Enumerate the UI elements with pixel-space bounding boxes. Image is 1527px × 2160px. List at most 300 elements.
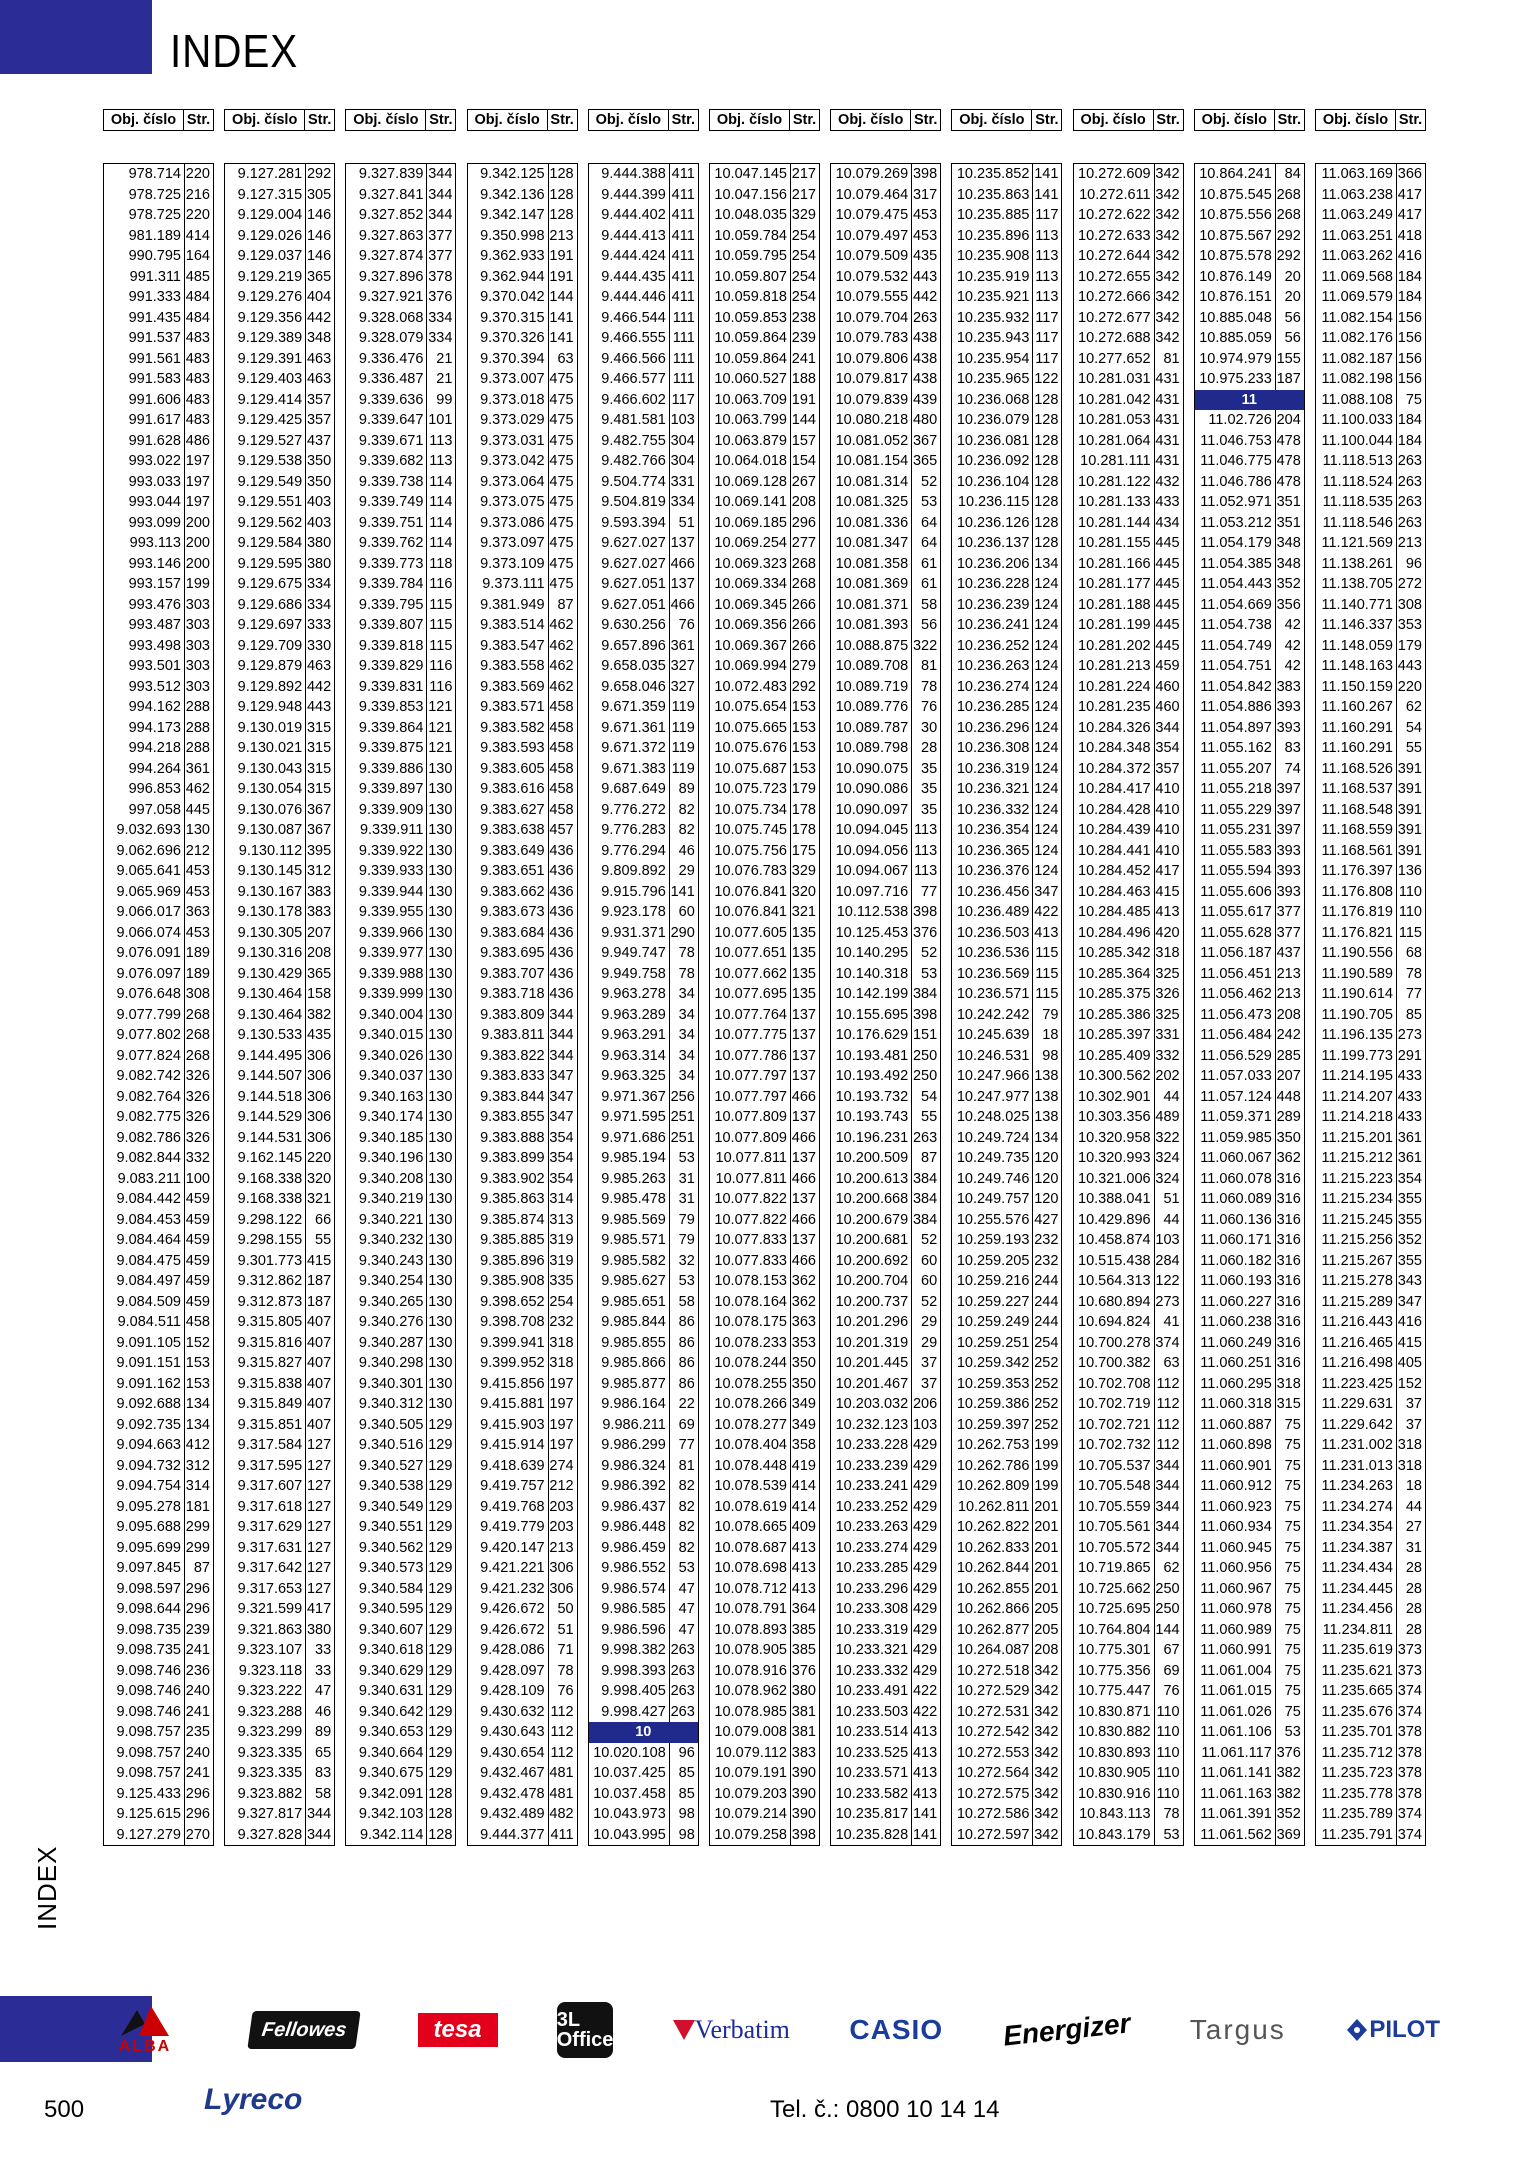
table-row <box>1074 164 1183 185</box>
item-number: 10.200.737 <box>831 1292 912 1313</box>
table-row <box>1195 1681 1304 1702</box>
table-row <box>1316 246 1425 267</box>
item-number: 10.203.032 <box>831 1394 912 1415</box>
item-number: 9.385.874 <box>468 1210 549 1231</box>
item-number: 10.700.278 <box>1074 1333 1155 1354</box>
page-ref: 442 <box>912 289 938 305</box>
table-row <box>1074 1456 1183 1477</box>
table-row <box>1074 267 1183 288</box>
page-ref: 407 <box>306 1355 332 1371</box>
item-number: 10.700.382 <box>1074 1353 1155 1374</box>
item-number: 10.075.687 <box>710 759 791 780</box>
page-ref: 241 <box>185 1703 210 1720</box>
item-number: 11.060.923 <box>1195 1497 1276 1518</box>
page-ref: 96 <box>1405 555 1422 572</box>
page-ref: 200 <box>185 514 210 531</box>
item-number: 10.830.882 <box>1074 1722 1155 1743</box>
page-ref: 273 <box>1397 1027 1422 1043</box>
page-ref: 129 <box>428 1703 453 1720</box>
item-number: 9.415.914 <box>468 1435 549 1456</box>
table-row <box>104 390 213 411</box>
table-row <box>952 349 1061 370</box>
page-ref: 306 <box>306 1088 332 1105</box>
page-ref: 82 <box>678 1519 695 1535</box>
page-ref: 344 <box>1155 1457 1180 1474</box>
table-row <box>1195 1456 1304 1477</box>
item-number: 9.373.064 <box>468 472 549 493</box>
item-number: 9.504.819 <box>589 492 670 513</box>
item-number: 9.986.448 <box>589 1517 670 1538</box>
table-row <box>952 1333 1061 1354</box>
page-ref: 244 <box>1034 1314 1059 1330</box>
table-row <box>710 1046 819 1067</box>
table-row <box>1316 1148 1425 1169</box>
item-number: 9.336.476 <box>346 349 427 370</box>
table-row <box>1316 1394 1425 1415</box>
table-row <box>346 1271 455 1292</box>
page-ref: 367 <box>306 822 332 838</box>
table-row <box>831 615 940 636</box>
table-row <box>710 1415 819 1436</box>
page-ref: 330 <box>306 637 332 654</box>
item-number: 9.323.335 <box>225 1763 306 1784</box>
item-number: 11.054.385 <box>1195 554 1276 575</box>
table-row <box>589 718 698 739</box>
table-row <box>346 1661 455 1682</box>
page-ref: 398 <box>791 1826 816 1843</box>
item-number: 9.339.829 <box>346 656 427 677</box>
page-ref: 121 <box>428 699 453 715</box>
table-row <box>1316 595 1425 616</box>
item-number: 10.059.864 <box>710 328 791 349</box>
table-row <box>710 246 819 267</box>
table-row <box>1074 1169 1183 1190</box>
item-number: 10.069.367 <box>710 636 791 657</box>
page-ref: 240 <box>185 1744 210 1761</box>
item-number: 10.060.527 <box>710 369 791 390</box>
table-row <box>1195 1394 1304 1415</box>
item-number: 9.923.178 <box>589 902 670 923</box>
page-ref: 141 <box>670 883 695 900</box>
table-row <box>1195 902 1304 923</box>
table-row <box>225 431 334 452</box>
item-number: 10.284.372 <box>1074 759 1155 780</box>
page-ref: 208 <box>1276 1006 1301 1023</box>
page-ref: 134 <box>1034 555 1059 572</box>
item-number: 11.215.212 <box>1316 1148 1397 1169</box>
table-row <box>710 554 819 575</box>
item-number: 11.054.738 <box>1195 615 1276 636</box>
item-number: 9.383.888 <box>468 1128 549 1149</box>
page-ref: 251 <box>670 1129 695 1146</box>
page-ref: 124 <box>1034 719 1059 736</box>
table-row <box>104 1025 213 1046</box>
table-row <box>589 1169 698 1190</box>
table-row <box>710 718 819 739</box>
column-header <box>224 109 335 131</box>
page-ref: 475 <box>549 391 574 408</box>
item-number: 9.323.882 <box>225 1784 306 1805</box>
page-ref: 79 <box>678 1211 695 1228</box>
corner-accent-block <box>0 0 152 74</box>
column-header <box>103 109 214 131</box>
item-number: 9.671.359 <box>589 697 670 718</box>
page-ref: 268 <box>791 555 816 572</box>
page-ref: 355 <box>1397 1252 1422 1269</box>
page-ref: 114 <box>429 473 453 490</box>
page-ref: 78 <box>921 678 938 695</box>
page-ref: 322 <box>1155 1129 1180 1146</box>
page-ref: 129 <box>428 1580 453 1597</box>
table-row <box>1074 1230 1183 1251</box>
table-row <box>1316 964 1425 985</box>
page-ref: 354 <box>1155 740 1180 756</box>
item-number: 11.140.771 <box>1316 595 1397 616</box>
table-row <box>831 1640 940 1661</box>
table-row <box>346 349 455 370</box>
page-ref: 250 <box>1155 1601 1180 1617</box>
page-ref: 344 <box>1155 1539 1180 1556</box>
table-row <box>1074 349 1183 370</box>
table-row <box>1195 861 1304 882</box>
table-row <box>468 964 577 985</box>
item-number: 9.098.644 <box>104 1599 185 1620</box>
page-ref: 154 <box>791 453 816 469</box>
item-number: 11.060.238 <box>1195 1312 1276 1333</box>
page-ref: 431 <box>1155 453 1180 469</box>
table-row <box>831 1497 940 1518</box>
page-ref: 35 <box>921 760 938 777</box>
table-row <box>952 1374 1061 1395</box>
table-row <box>589 1743 698 1764</box>
table-row <box>1316 902 1425 923</box>
item-number: 9.130.145 <box>225 861 306 882</box>
page-ref: 77 <box>678 1437 695 1453</box>
item-number: 10.076.841 <box>710 902 791 923</box>
table-row <box>1195 841 1304 862</box>
page-ref: 152 <box>1397 1375 1422 1392</box>
page-ref: 342 <box>1034 1826 1059 1843</box>
item-number: 10.272.655 <box>1074 267 1155 288</box>
table-row <box>1195 1046 1304 1067</box>
table-row <box>104 1456 213 1477</box>
page-ref: 333 <box>306 617 332 633</box>
item-number: 9.383.684 <box>468 923 549 944</box>
page-ref: 122 <box>1034 371 1059 387</box>
item-number: 9.373.031 <box>468 431 549 452</box>
table-row <box>225 943 334 964</box>
page-ref: 342 <box>1034 1724 1059 1740</box>
page-ref: 342 <box>1034 1785 1059 1802</box>
page-ref: 115 <box>429 617 453 633</box>
item-number: 10.236.126 <box>952 513 1033 534</box>
item-number: 11.088.108 <box>1316 390 1397 411</box>
item-number: 9.340.595 <box>346 1599 427 1620</box>
page-ref: 54 <box>921 1088 938 1105</box>
page-ref: 58 <box>678 1293 695 1310</box>
page-ref: 350 <box>306 473 332 490</box>
item-number: 9.315.816 <box>225 1333 306 1354</box>
item-number: 10.247.977 <box>952 1087 1033 1108</box>
table-row <box>831 738 940 759</box>
table-row <box>468 923 577 944</box>
table-row <box>225 1394 334 1415</box>
item-number: 9.339.944 <box>346 882 427 903</box>
page-ref: 344 <box>1155 1478 1180 1494</box>
page-ref: 274 <box>549 1457 574 1474</box>
page-ref: 363 <box>185 904 210 920</box>
page-ref: 429 <box>912 1642 938 1658</box>
page-ref: 86 <box>678 1355 695 1371</box>
page-ref: 304 <box>670 453 695 469</box>
item-number: 9.339.647 <box>346 410 427 431</box>
page-ref: 200 <box>185 555 210 572</box>
item-number: 9.986.596 <box>589 1620 670 1641</box>
item-number: 10.843.179 <box>1074 1825 1155 1846</box>
page-ref: 130 <box>428 1006 453 1023</box>
table-row <box>1316 1435 1425 1456</box>
page-ref: 335 <box>549 1273 574 1289</box>
table-row <box>952 1394 1061 1415</box>
item-number: 991.628 <box>104 431 185 452</box>
table-row <box>710 615 819 636</box>
table-row <box>346 923 455 944</box>
item-number: 11.121.569 <box>1316 533 1397 554</box>
table-row <box>225 1169 334 1190</box>
table-row <box>710 328 819 349</box>
page-ref: 391 <box>1397 760 1422 777</box>
table-row <box>1195 1066 1304 1087</box>
item-number: 10.272.575 <box>952 1784 1033 1805</box>
table-row <box>346 492 455 513</box>
table-row <box>1074 1579 1183 1600</box>
page-ref: 353 <box>1397 617 1422 633</box>
table-row <box>1316 1189 1425 1210</box>
page-ref: 483 <box>185 391 210 408</box>
page-ref: 362 <box>791 1293 816 1310</box>
page-ref: 342 <box>1155 207 1180 223</box>
item-number: 10.089.776 <box>831 697 912 718</box>
item-number: 10.193.732 <box>831 1087 912 1108</box>
table-row <box>225 1251 334 1272</box>
page-ref: 127 <box>306 1539 332 1556</box>
item-number: 9.092.688 <box>104 1394 185 1415</box>
page-ref: 410 <box>1155 822 1180 838</box>
table-row <box>468 1681 577 1702</box>
table-row <box>1074 1025 1183 1046</box>
page-ref: 86 <box>678 1334 695 1351</box>
page-ref: 141 <box>912 1826 938 1843</box>
item-number: 10.272.564 <box>952 1763 1033 1784</box>
page-ref: 127 <box>306 1498 332 1515</box>
page-ref: 268 <box>791 576 816 592</box>
page-ref: 83 <box>1284 740 1301 756</box>
item-number: 10.764.804 <box>1074 1620 1155 1641</box>
item-number: 9.340.551 <box>346 1517 427 1538</box>
page-ref: 458 <box>549 699 574 715</box>
page-ref: 475 <box>549 555 574 572</box>
page-ref: 462 <box>549 658 574 674</box>
item-number: 11.118.546 <box>1316 513 1397 534</box>
page-ref: 384 <box>912 1170 938 1187</box>
item-number: 11.055.583 <box>1195 841 1276 862</box>
item-number: 10.090.097 <box>831 800 912 821</box>
item-number: 10.235.954 <box>952 349 1033 370</box>
table-row <box>831 1702 940 1723</box>
page-ref: 120 <box>1034 1150 1059 1166</box>
table-row <box>589 636 698 657</box>
column-header <box>1073 109 1184 131</box>
item-number: 10.079.497 <box>831 226 912 247</box>
item-number: 10.079.214 <box>710 1804 791 1825</box>
table-row <box>1074 1640 1183 1661</box>
page-ref: 127 <box>306 1437 332 1453</box>
table-row <box>225 451 334 472</box>
table-row <box>1316 1210 1425 1231</box>
item-number: 10.235.817 <box>831 1804 912 1825</box>
item-number: 11.061.562 <box>1195 1825 1276 1846</box>
table-row <box>104 492 213 513</box>
page-ref: 277 <box>791 535 816 551</box>
page-ref: 111 <box>672 350 695 367</box>
table-row <box>346 1394 455 1415</box>
item-number: 10.284.439 <box>1074 820 1155 841</box>
item-number: 11.190.589 <box>1316 964 1397 985</box>
table-row <box>1195 1005 1304 1026</box>
page-ref: 79 <box>678 1232 695 1248</box>
item-number: 10.233.241 <box>831 1476 912 1497</box>
table-row <box>104 1415 213 1436</box>
item-number: 9.985.263 <box>589 1169 670 1190</box>
item-number: 991.333 <box>104 287 185 308</box>
item-number: 10.235.908 <box>952 246 1033 267</box>
page-ref: 435 <box>912 248 938 264</box>
table-row <box>1316 1825 1425 1846</box>
page-ref: 263 <box>1397 514 1422 531</box>
table-row <box>468 1230 577 1251</box>
item-number: 9.963.278 <box>589 984 670 1005</box>
item-number: 10.200.704 <box>831 1271 912 1292</box>
table-row <box>104 1538 213 1559</box>
page-ref: 241 <box>185 1765 210 1781</box>
page-ref: 124 <box>1034 781 1059 797</box>
page-ref: 130 <box>428 781 453 797</box>
item-number: 10.272.609 <box>1074 164 1155 185</box>
table-row <box>468 861 577 882</box>
item-number: 10.081.358 <box>831 554 912 575</box>
item-number: 9.963.325 <box>589 1066 670 1087</box>
page-ref: 354 <box>1397 1170 1422 1187</box>
page-ref: 342 <box>1034 1744 1059 1761</box>
item-number: 11.056.484 <box>1195 1025 1276 1046</box>
item-number: 9.466.555 <box>589 328 670 349</box>
page-ref: 268 <box>1276 186 1301 203</box>
item-number: 9.129.026 <box>225 226 306 247</box>
item-number: 9.383.638 <box>468 820 549 841</box>
item-number: 10.078.175 <box>710 1312 791 1333</box>
table-row <box>952 1415 1061 1436</box>
table-row <box>710 697 819 718</box>
table-row <box>104 246 213 267</box>
page-ref: 29 <box>921 1314 938 1330</box>
page-ref: 130 <box>428 1109 453 1125</box>
item-number: 9.383.571 <box>468 697 549 718</box>
page-ref: 111 <box>672 309 695 326</box>
item-number: 10.077.662 <box>710 964 791 985</box>
page-ref: 290 <box>670 924 695 941</box>
table-row <box>104 451 213 472</box>
item-number: 9.130.167 <box>225 882 306 903</box>
item-number: 9.432.478 <box>468 1784 549 1805</box>
page-ref: 315 <box>306 781 332 797</box>
table-row <box>831 369 940 390</box>
page-ref: 232 <box>1034 1232 1059 1248</box>
page-ref: 199 <box>185 576 210 592</box>
page-ref: 342 <box>1034 1806 1059 1822</box>
item-number: 11.060.136 <box>1195 1210 1276 1231</box>
table-row <box>831 513 940 534</box>
item-number: 9.340.265 <box>346 1292 427 1313</box>
item-number: 11.054.886 <box>1195 697 1276 718</box>
table-row <box>589 677 698 698</box>
page-ref: 459 <box>185 1273 210 1289</box>
table-row <box>346 1415 455 1436</box>
page-ref: 348 <box>306 330 332 346</box>
item-number: 10.277.652 <box>1074 349 1155 370</box>
page-ref: 398 <box>912 904 938 920</box>
page-ref: 318 <box>1397 1457 1422 1474</box>
item-number: 9.949.758 <box>589 964 670 985</box>
table-row <box>468 779 577 800</box>
page-ref: 251 <box>670 1109 695 1125</box>
item-number: 9.340.185 <box>346 1128 427 1149</box>
page-ref: 34 <box>678 1068 695 1084</box>
item-number: 11.061.106 <box>1195 1722 1276 1743</box>
page-number: 500 <box>44 2096 85 2123</box>
page-ref: 197 <box>549 1396 574 1412</box>
table-row <box>831 308 940 329</box>
item-number: 9.593.394 <box>589 513 670 534</box>
page-ref: 52 <box>921 945 938 961</box>
item-number: 9.420.147 <box>468 1538 549 1559</box>
table-row <box>104 861 213 882</box>
table-row <box>225 328 334 349</box>
item-number: 9.342.103 <box>346 1804 427 1825</box>
item-number: 997.058 <box>104 800 185 821</box>
table-row <box>710 1169 819 1190</box>
table-row <box>952 923 1061 944</box>
item-number: 11.061.391 <box>1195 1804 1276 1825</box>
item-number: 9.971.595 <box>589 1107 670 1128</box>
table-row <box>831 964 940 985</box>
item-number: 11.056.473 <box>1195 1005 1276 1026</box>
item-number: 11.055.229 <box>1195 800 1276 821</box>
item-number: 9.095.699 <box>104 1538 185 1559</box>
table-row <box>468 882 577 903</box>
item-number: 10.725.662 <box>1074 1579 1155 1600</box>
item-number: 10.236.569 <box>952 964 1033 985</box>
table-row <box>1074 964 1183 985</box>
table-row <box>1074 1538 1183 1559</box>
item-number: 9.130.316 <box>225 943 306 964</box>
table-row <box>225 1148 334 1169</box>
item-number: 9.342.136 <box>468 185 549 206</box>
table-row <box>1316 1784 1425 1805</box>
table-row <box>346 759 455 780</box>
item-number: 9.082.742 <box>104 1066 185 1087</box>
table-row <box>1074 800 1183 821</box>
table-row <box>1074 287 1183 308</box>
